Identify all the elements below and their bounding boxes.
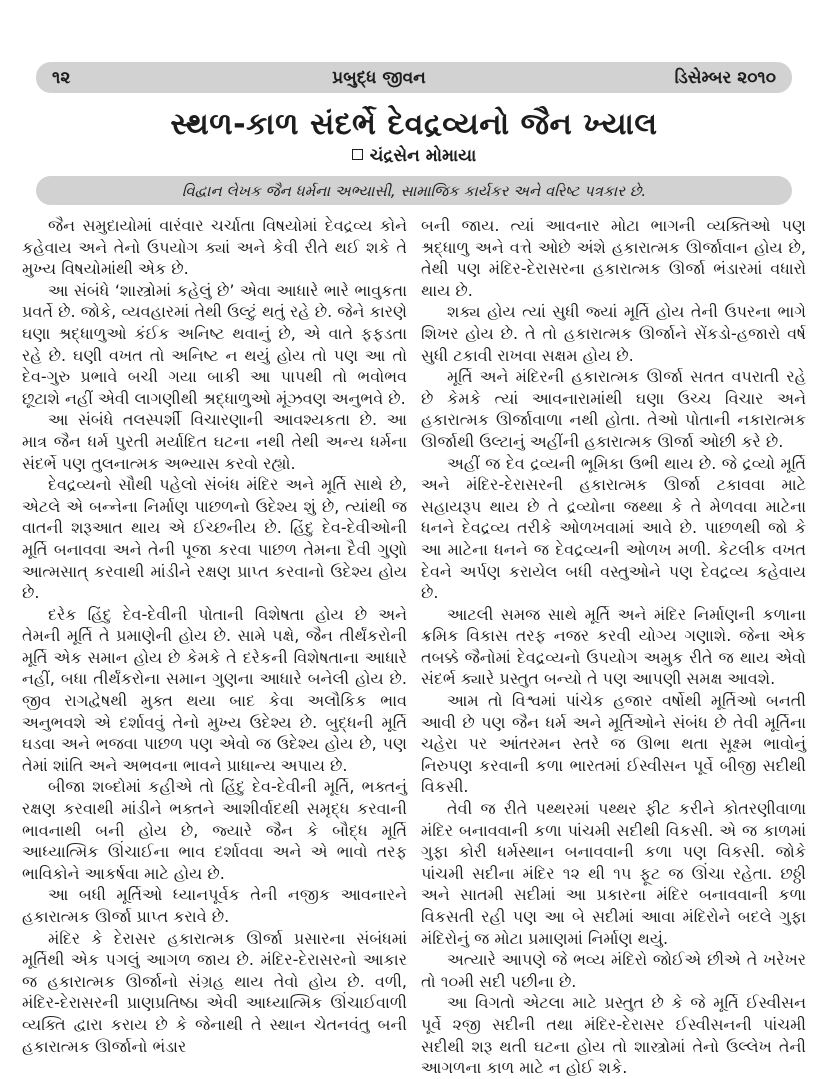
- paragraph: આટલી સમજ સાથે મૂર્તિ અને મંદિર નિર્માણની કળાના ક્રમિક વિકાસ તરફ નજર કરવી યોગ્ય ગણાશે. જેના એક તબક્કે જૈનોમાં દેવદ્રવ્યનો ઉપયોગ અમુક રીતે જ થાય એવો સંદર્ભ ક્યારે પ્રસ્તુત બન્યો તે પણ આપણી સમક્ષ આવશે.: [421, 604, 806, 689]
- paragraph: મંદિર કે દેરાસર હકારાત્મક ઊર્જા પ્રસારના સંબંધમાં મૂર્તિથી એક પગલું આગળ જાય છે. મંદિર-દેરાસરનો આકાર જ હકારાત્મક ઊર્જાનો સંગ્રહ થાય તેવો હોય છે. વળી, મંદિર-દેરાસરની પ્રાણપ્રતિષ્ઠા એવી આધ્યાત્મિક ઊંચાઈવાળી વ્યક્તિ દ્વારા કરાય છે કે જેનાથી તે સ્થાન ચેતનવંતુ બની હકારાત્મક ઊર્જાનો ભંડાર: [22, 928, 407, 1056]
- paragraph: મૂર્તિ અને મંદિરની હકારાત્મક ઊર્જા સતત વપરાતી રહે છે કેમકે ત્યાં આવનારામાંથી ઘણા ઉચ્ચ વિચાર અને હકારાત્મક ઊર્જાવાળા નથી હોતા. તેઓ પોતાની નકારાત્મક ઊર્જાથી ઉલ્ટાનું અહીંની હકારાત્મક ઊર્જા ઓછી કરે છે.: [421, 367, 806, 451]
- paragraph: આ બધી મૂર્તિઓ ધ્યાનપૂર્વક તેની નજીક આવનારને હકારાત્મક ઊર્જા પ્રાપ્ત કરાવે છે.: [22, 885, 407, 926]
- author-name: ચંદ્રસેન મોમાયા: [369, 146, 477, 166]
- paragraph: અહીં જ દેવ દ્રવ્યની ભૂમિકા ઉભી થાય છે. જે દ્રવ્યો મૂર્તિ અને મંદિર-દેરાસરની હકારાત્મક ઊર્જા ટકાવવા માટે સહાયરૂપ થાય છે તે દ્રવ્યોના જથ્થા કે તે મેળવવા માટેના ધનને દેવદ્રવ્ય તરીકે ઓળખવામાં આવે છે. પાછળથી જો કે આ માટેના ધનને જ દેવદ્રવ્યની ઓળખ મળી. કેટલીક વખત દેવને અર્પણ કરાયેલ બધી વસ્તુઓને પણ દેવદ્રવ્ય કહેવાય છે.: [421, 453, 806, 603]
- paragraph: આ સંબંધે તલસ્પર્શી વિચારણાની આવશ્યકતા છે. આ માત્ર જૈન ધર્મ પુરતી મર્યાદિત ઘટના નથી તેથી અન્ય ધર્મના સંદર્ભે પણ તુલનાત્મક અભ્યાસ કરવો રહ્યો.: [22, 410, 407, 473]
- paragraph-continuation: બની જાય. ત્યાં આવનાર મોટા ભાગની વ્યક્તિઓ પણ શ્રદ્ધાળુ અને વત્તે ઓછે અંશે હકારાત્મક ઊર્જાવાન હોય છે, તેથી પણ મંદિર-દેરાસરના હકારાત્મક ઊર્જા ભંડારમાં વધારો થાય છે.: [421, 216, 806, 300]
- paragraph: બીજા શબ્દોમાં કહીએ તો હિંદુ દેવ-દેવીની મૂર્તિ, ભક્તનું રક્ષણ કરવાથી માંડીને ભક્તને આશીર્વાદથી સમૃદ્ધ કરવાની ભાવનાથી બની હોય છે, જ્યારે જૈન કે બૌદ્ધ મૂર્તિ આધ્યાત્મિક ઊંચાઈના ભાવ દર્શાવવા અને એ ભાવો તરફ ભાવિકોને આકર્ષવા માટે હોય છે.: [22, 777, 407, 883]
- paragraph: જૈન સમુદાયોમાં વારંવાર ચર્ચાતા વિષયોમાં દેવદ્રવ્ય કોને કહેવાય અને તેનો ઉપયોગ ક્યાં અને કેવી રીતે થઈ શકે તે મુખ્ય વિષયોમાંથી એક છે.: [22, 216, 407, 279]
- article-body: [22, 215, 806, 1079]
- right-column: [421, 215, 806, 1079]
- page-header-bar: [36, 62, 792, 93]
- byline: [0, 146, 828, 166]
- article-title: સ્થળ-કાળ સંદર્ભે દેવદ્રવ્યનો જૈન ખ્યાલ: [170, 107, 658, 142]
- author-note: વિદ્વાન લેખક જૈન ધર્મના અભ્યાસી, સામાજિક કાર્યકર અને વરિષ્ટ પત્રકાર છે.: [181, 181, 647, 200]
- paragraph: આ સંબંધે ‘શાસ્ત્રોમાં કહેલું છે’ એવા આધારે ભારે ભાવુકતા પ્રવર્તે છે. જોકે, વ્યવહારમાં તેથી ઉલ્ટું થતું રહે છે. જેને કારણે ઘણા શ્રદ્ધાળુઓ કંઈક અનિષ્ટ થવાનું છે, એ વાતે ફફડતા રહે છે. ઘણી વખત તો અનિષ્ટ ન થયું હોય તો પણ આ તો દેવ-ગુરુ પ્રભાવે બચી ગયા બાકી આ પાપથી તો ભવોભવ છૂટાશે નહીં એવી લાગણીથી શ્રદ્ધાળુઓ મૂંઝવણ અનુભવે છે.: [22, 280, 407, 408]
- issue-date: ડિસેમ્બર ૨૦૧૦: [674, 67, 776, 88]
- paragraph: દરેક હિંદુ દેવ-દેવીની પોતાની વિશેષતા હોય છે અને તેમની મૂર્તિ તે પ્રમાણેની હોય છે. સામે પક્ષે, જૈન તીર્થંકરોની મૂર્તિ એક સમાન હોય છે કેમકે તે દરેકની વિશેષતાના આધારે નહીં, બધા તીર્થંકરોના સમાન ગુણના આધારે બનેલી હોય છે. જીવ રાગદ્વેષથી મુક્ત થયા બાદ કેવા અલૌકિક ભાવ અનુભવશે એ દર્શાવવું તેનો મુખ્ય ઉદેશ્ય છે. બુદ્ધની મૂર્તિ ઘડવા અને ભજવા પાછળ પણ એવો જ ઉદેશ્ય હોય છે, પણ તેમાં શાંતિ અને અભવના ભાવને પ્રાધાન્ય અપાય છે.: [22, 604, 407, 775]
- square-bullet-icon: [352, 149, 363, 160]
- paragraph: દેવદ્રવ્યનો સૌથી પહેલો સંબંધ મંદિર અને મૂર્તિ સાથે છે, એટલે એ બન્નેના નિર્માણ પાછળનો ઉદેશ્ય શું છે, ત્યાંથી જ વાતની શરૂઆત થાય એ ઈચ્છનીય છે. હિંદુ દેવ-દેવીઓની મૂર્તિ બનાવવા અને તેની પૂજા કરવા પાછળ તેમના દૈવી ગુણો આત્મસાત્ કરવાથી માંડીને રક્ષણ પ્રાપ્ત કરવાનો ઉદેશ્ય હોય છે.: [22, 475, 407, 603]
- paragraph: આ વિગતો એટલા માટે પ્રસ્તુત છે કે જે મૂર્તિ ઈસ્વીસન પૂર્વે ૨જી સદીની તથા મંદિર-દેરાસર ઈસ્વીસનની પાંચમી સદીથી શરૂ થતી ઘટના હોય તો શાસ્ત્રોમાં તેનો ઉલ્લેખ તેની આગળના કાળ માટે ન હોઈ શકે.: [421, 993, 806, 1078]
- left-column: [22, 215, 407, 1079]
- journal-title: પ્રબુદ્ધ જીવન: [332, 67, 426, 88]
- paragraph: શક્ય હોય ત્યાં સુધી જ્યાં મૂર્તિ હોય તેની ઉપરના ભાગે શિખર હોય છે. તે તો હકારાત્મક ઊર્જાને સેંકડો-હજારો વર્ષ સુધી ટકાવી રાખવા સક્ષમ હોય છે.: [421, 302, 806, 365]
- author-note-bar: [36, 176, 792, 205]
- page-number: ૧૨: [52, 67, 71, 88]
- paragraph: અત્યારે આપણે જે ભવ્ય મંદિરો જોઈએ છીએ તે ખરેખર તો ૧૦મી સદી પછીના છે.: [421, 950, 806, 991]
- paragraph: તેવી જ રીતે પથ્થરમાં પથ્થર ફીટ કરીને કોતરણીવાળા મંદિર બનાવવાની કળા પાંચમી સદીથી વિકસી. એ જ કાળમાં ગુફા કોરી ધર્મસ્થાન બનાવવાની કળા પણ વિકસી. જોકે પાંચમી સદીના મંદિર ૧૨ થી ૧૫ ફૂટ જ ઊંચા રહેતા. છઠ્ઠી અને સાતમી સદીમાં આ પ્રકારના મંદિર બનાવવાની કળા વિકસતી રહી પણ આ બે સદીમાં આવા મંદિરોને બદલે ગુફા મંદિરોનું જ મોટા પ્રમાણમાં નિર્માણ થયું.: [421, 799, 806, 948]
- paragraph: આમ તો વિશ્વમાં પાંચેક હજાર વર્ષોથી મૂર્તિઓ બનતી આવી છે પણ જૈન ધર્મ અને મૂર્તિઓને સંબંધ છે તેવી મૂર્તિના ચહેરા પર આંતરમન સ્તરે જ ઊભા થતા સૂક્ષ્મ ભાવોનું નિરુપણ કરવાની કળા ભારતમાં ઈસ્વીસન પૂર્વે બીજી સદીથી વિકસી.: [421, 691, 806, 797]
